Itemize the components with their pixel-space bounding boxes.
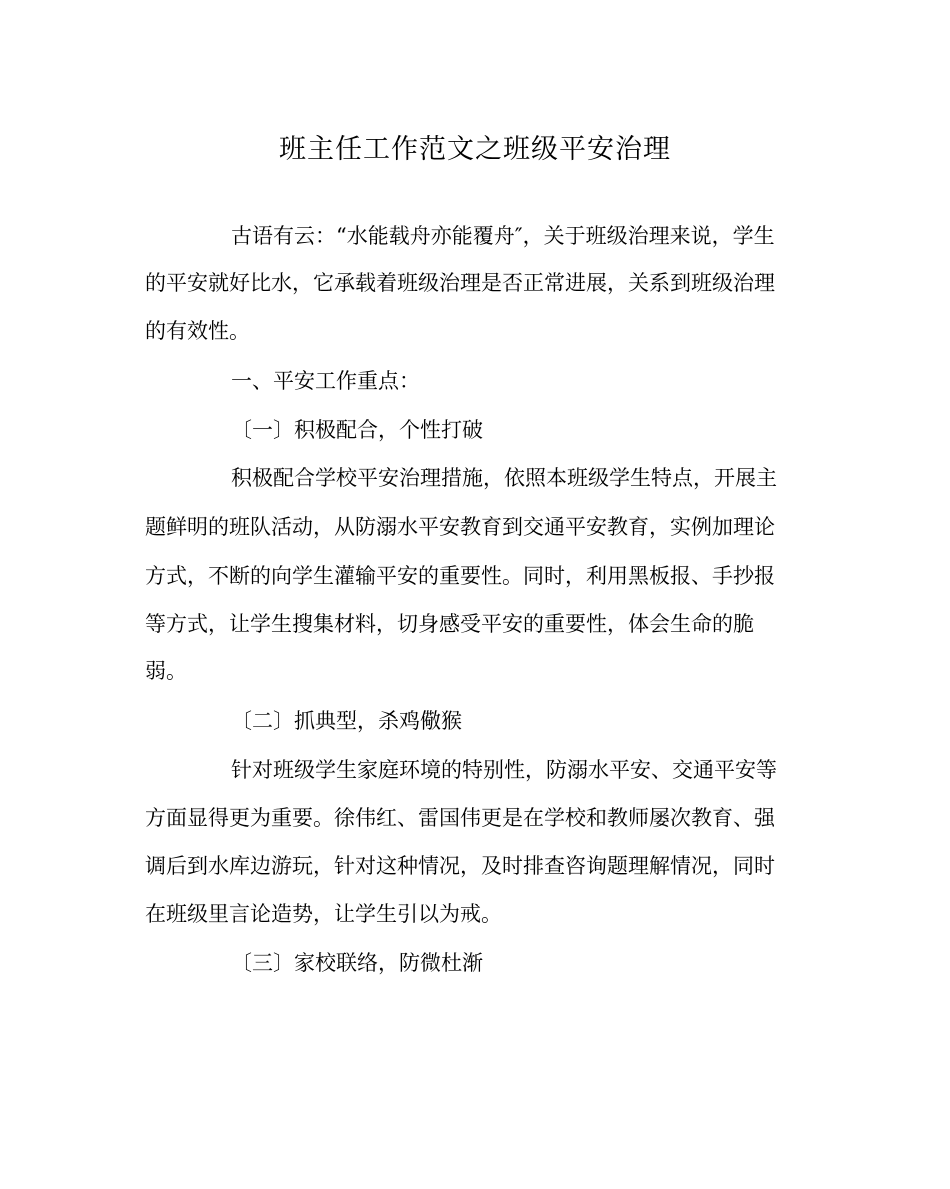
paragraph-line: 等方式，让学生搜集材料，切身感受平安的重要性，体会生命的脆 — [145, 612, 754, 636]
paragraph-line: 调后到水库边游玩，针对这种情况，及时排查咨询题理解情况，同时 — [145, 854, 775, 878]
subsection-heading: 〔二〕抓典型，杀鸡儆猴 — [231, 709, 462, 733]
paragraph-line: 古语有云：“水能载舟亦能覆舟″，关于班级治理来说，学生 — [231, 224, 775, 248]
paragraph-line: 在班级里言论造势，让学生引以为戒。 — [145, 902, 502, 926]
paragraph-line: 题鲜明的班队活动，从防溺水平安教育到交通平安教育，实例加理论 — [145, 515, 775, 539]
paragraph-line: 的有效性。 — [145, 319, 250, 343]
paragraph-line: 针对班级学生家庭环境的特别性，防溺水平安、交通平安等 — [231, 758, 777, 782]
section-heading: 一、平安工作重点： — [231, 369, 420, 393]
paragraph-line: 方面显得更为重要。徐伟红、雷国伟更是在学校和教师屡次教育、强 — [145, 806, 775, 830]
paragraph-line: 方式，不断的向学生灌输平安的重要性。同时，利用黑板报、手抄报 — [145, 564, 775, 588]
paragraph-line: 弱。 — [145, 659, 187, 683]
subsection-heading: 〔三〕家校联络，防微杜渐 — [231, 951, 483, 975]
subsection-heading: 〔一〕积极配合，个性打破 — [231, 418, 483, 442]
document-title: 班主任工作范文之班级平安治理 — [279, 134, 671, 165]
paragraph-line: 的平安就好比水，它承载着班级治理是否正常进展，关系到班级治理 — [145, 271, 775, 295]
paragraph-line: 积极配合学校平安治理措施，依照本班级学生特点，开展主 — [231, 466, 777, 490]
